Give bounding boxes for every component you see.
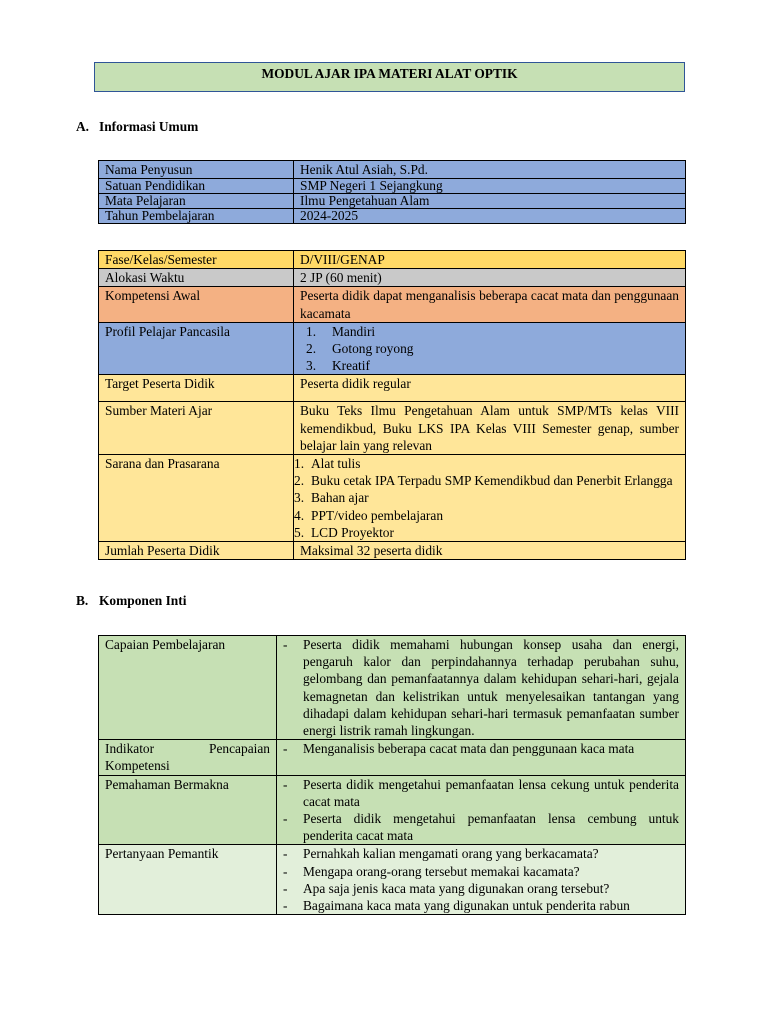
inti-table	[98, 635, 686, 915]
info-table	[98, 160, 686, 224]
sarana-value	[294, 455, 686, 542]
capaian-label: Capaian Pembelajaran	[99, 636, 277, 740]
table-row	[99, 209, 686, 224]
sumber-value: Buku Teks Ilmu Pengetahuan Alam untuk SMP/MTs kelas VIII kemendikbud, Buku LKS IPA Kelas VIII Semester genap, sumber belajar lain yang relevan	[294, 402, 686, 455]
table-row	[99, 269, 686, 287]
pemahaman-label: Pemahaman Bermakna	[99, 775, 277, 845]
list-text: Buku cetak IPA Terpadu SMP Kemendikbud dan Penerbit Erlangga	[311, 473, 673, 489]
table-row	[99, 194, 686, 209]
sarana-list	[294, 455, 679, 541]
target-label: Target Peserta Didik	[99, 375, 294, 402]
info-value: Henik Atul Asiah, S.Pd.	[294, 161, 686, 179]
dash-bullet: -	[283, 846, 288, 862]
dash-bullet: -	[283, 880, 288, 896]
list-item	[283, 880, 679, 897]
list-item	[283, 810, 679, 844]
list-text: Bagaimana kaca mata yang digunakan untuk penderita rabun	[303, 898, 630, 914]
section-a-label: Informasi Umum	[99, 119, 199, 134]
info-label: Satuan Pendidikan	[99, 179, 294, 194]
list-number: 1.	[294, 456, 305, 472]
list-item	[283, 845, 679, 862]
list-number: 3.	[306, 358, 317, 374]
kompetensi-label: Kompetensi Awal	[99, 287, 294, 322]
list-text: Peserta didik memahami hubungan konsep usaha dan energi, pengaruh kalor dan perpindahannya terhadap perubahan suhu, gelombang dan pemanfaatannya dalam kehidupan sehari-hari, gejala kemagnetan dan kelistrikan untuk menyelesaikan tantangan yang dihadapi dalam kehidupan sehari-hari termasuk pemanfaatan sumber energi listrik ramah lingkungan.	[303, 637, 679, 739]
profil-value	[294, 322, 686, 375]
info-value: 2024-2025	[294, 209, 686, 224]
table-row	[99, 455, 686, 542]
table-row	[99, 251, 686, 269]
list-text: Peserta didik mengetahui pemanfaatan lensa cekung untuk penderita cacat mata	[303, 776, 679, 809]
indikator-label-value: Indikator Pencapaian Kompetensi	[105, 741, 270, 774]
list-text: PPT/video pembelajaran	[311, 507, 444, 523]
info-label: Tahun Pembelajaran	[99, 209, 294, 224]
dash-bullet: -	[283, 741, 288, 757]
table-row	[99, 636, 686, 740]
list-item	[294, 507, 679, 524]
section-b-label: Komponen Inti	[99, 593, 187, 608]
info-label: Nama Penyusun	[99, 161, 294, 179]
list-number: 3.	[294, 490, 305, 506]
list-text: Mandiri	[332, 323, 376, 339]
dash-bullet: -	[283, 863, 288, 879]
table-row	[99, 375, 686, 402]
dash-bullet: -	[283, 637, 288, 652]
indikator-label	[99, 740, 277, 775]
dash-bullet: -	[283, 811, 288, 827]
list-text: Apa saja jenis kaca mata yang digunakan orang tersebut?	[303, 880, 610, 896]
list-item	[283, 636, 679, 739]
list-item	[294, 524, 679, 541]
list-item	[283, 897, 679, 914]
table-row	[99, 740, 686, 775]
sumber-label: Sumber Materi Ajar	[99, 402, 294, 455]
list-number: 2.	[294, 473, 305, 489]
pertanyaan-label: Pertanyaan Pemantik	[99, 845, 277, 915]
indikator-value	[277, 740, 686, 775]
section-a-number: A.	[76, 119, 90, 134]
list-text: Gotong royong	[332, 341, 414, 357]
info-value: Ilmu Pengetahuan Alam	[294, 194, 686, 209]
list-item	[294, 455, 679, 472]
jumlah-label: Jumlah Peserta Didik	[99, 542, 294, 560]
list-number: 5.	[294, 524, 305, 540]
detail-table	[98, 250, 686, 560]
pemahaman-value	[277, 775, 686, 845]
capaian-value	[277, 636, 686, 740]
list-text: Menganalisis beberapa cacat mata dan penggunaan kaca mata	[303, 741, 635, 757]
list-item	[294, 489, 679, 506]
dash-bullet: -	[283, 898, 288, 914]
module-title: MODUL AJAR IPA MATERI ALAT OPTIK	[94, 62, 685, 92]
table-row	[99, 322, 686, 375]
info-label: Mata Pelajaran	[99, 194, 294, 209]
table-row	[99, 161, 686, 179]
kompetensi-value: Peserta didik dapat menganalisis beberapa cacat mata dan penggunaan kacamata	[294, 287, 686, 322]
list-text: Pernahkah kalian mengamati orang yang berkacamata?	[303, 846, 599, 862]
table-row	[99, 179, 686, 194]
info-value: SMP Negeri 1 Sejangkung	[294, 179, 686, 194]
list-item	[283, 740, 679, 757]
list-item	[294, 472, 679, 489]
list-number: 4.	[294, 507, 305, 523]
fase-label: Fase/Kelas/Semester	[99, 251, 294, 269]
list-text: Bahan ajar	[311, 490, 369, 506]
list-text: Alat tulis	[311, 456, 361, 472]
alokasi-value: 2 JP (60 menit)	[294, 269, 686, 287]
list-item	[300, 323, 679, 340]
section-b-number: B.	[76, 593, 89, 608]
list-text: Mengapa orang-orang tersebut memakai kacamata?	[303, 863, 580, 879]
list-item	[300, 357, 679, 374]
table-row	[99, 845, 686, 915]
list-item	[283, 776, 679, 810]
table-row	[99, 775, 686, 845]
fase-value: D/VIII/GENAP	[294, 251, 686, 269]
indikator-label-text	[105, 740, 270, 774]
list-item	[300, 340, 679, 357]
profil-label: Profil Pelajar Pancasila	[99, 322, 294, 375]
section-a-heading	[76, 119, 198, 135]
list-number: 1.	[306, 323, 317, 339]
list-text: Kreatif	[332, 358, 370, 374]
target-value: Peserta didik regular	[294, 375, 686, 402]
list-number: 2.	[306, 341, 317, 357]
jumlah-value: Maksimal 32 peserta didik	[294, 542, 686, 560]
pertanyaan-value	[277, 845, 686, 915]
table-row	[99, 542, 686, 560]
dash-bullet: -	[283, 776, 288, 792]
profil-list	[300, 323, 679, 375]
sarana-label: Sarana dan Prasarana	[99, 455, 294, 542]
section-b-heading	[76, 593, 186, 609]
alokasi-label: Alokasi Waktu	[99, 269, 294, 287]
table-row	[99, 287, 686, 322]
table-row	[99, 402, 686, 455]
list-text: LCD Proyektor	[311, 524, 394, 540]
list-item	[283, 863, 679, 880]
list-text: Peserta didik mengetahui pemanfaatan lensa cembung untuk penderita cacat mata	[303, 811, 679, 844]
